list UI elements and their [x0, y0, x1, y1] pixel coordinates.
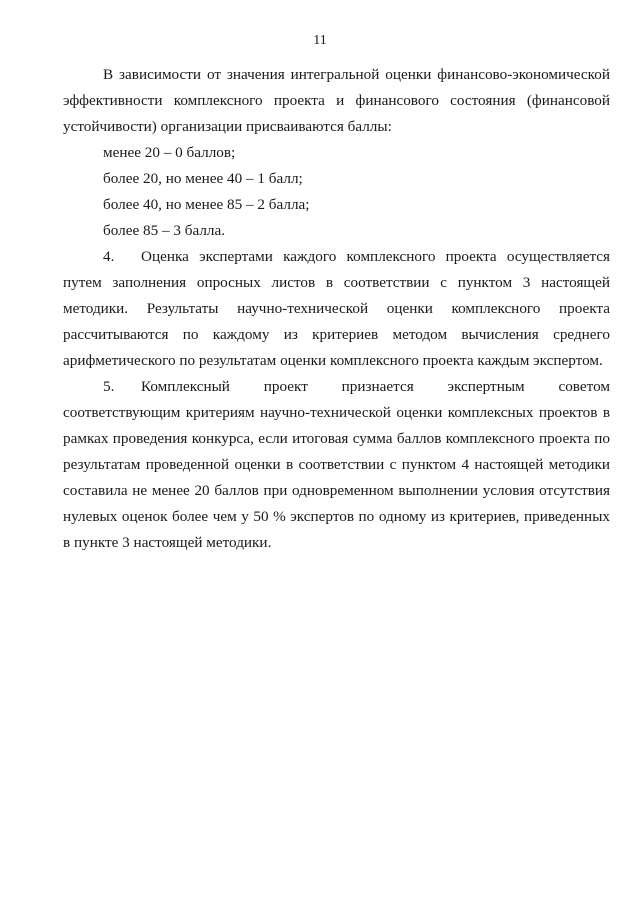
- clause-text: Оценка экспертами каждого комплексного проекта осуществляется путем заполнения опросных листов в соответствии с пунктом 3 настоящей методики. Результаты научно-технической оценки комплексного проекта рассчитываются по каждому из критериев методом вычисления среднего арифметического по результатам оценки комплексного проекта каждым экспертом.: [63, 248, 610, 369]
- clause-5: [63, 374, 610, 556]
- clause-text: Комплексный проект признается экспертным советом соответствующим критериям научно-технической оценки комплексных проектов в рамках проведения конкурса, если итоговая сумма баллов комплексного проекта по результатам проведенной оценки в соответствии с пунктом 4 настоящей методики составила не менее 20 баллов при одновременном выполнении условия отсутствия нулевых оценок более чем у 50 % экспертов по одному из критериев, приведенных в пункте 3 настоящей методики.: [63, 378, 610, 551]
- intro-paragraph: В зависимости от значения интегральной оценки финансово-экономической эффективности комплексного проекта и финансового состояния (финансовой устойчивости) организации присваиваются баллы:: [63, 66, 610, 135]
- clause-number: 5.: [103, 378, 115, 395]
- score-list-item: более 20, но менее 40 – 1 балл;: [103, 170, 303, 187]
- clause-4: [63, 244, 610, 374]
- page-number: 11: [313, 33, 327, 48]
- document-body: [63, 62, 610, 556]
- score-list-item: более 40, но менее 85 – 2 балла;: [103, 196, 310, 213]
- clause-number: 4.: [103, 248, 115, 265]
- score-list-item: более 85 – 3 балла.: [103, 222, 226, 239]
- score-list-item: менее 20 – 0 баллов;: [103, 144, 236, 161]
